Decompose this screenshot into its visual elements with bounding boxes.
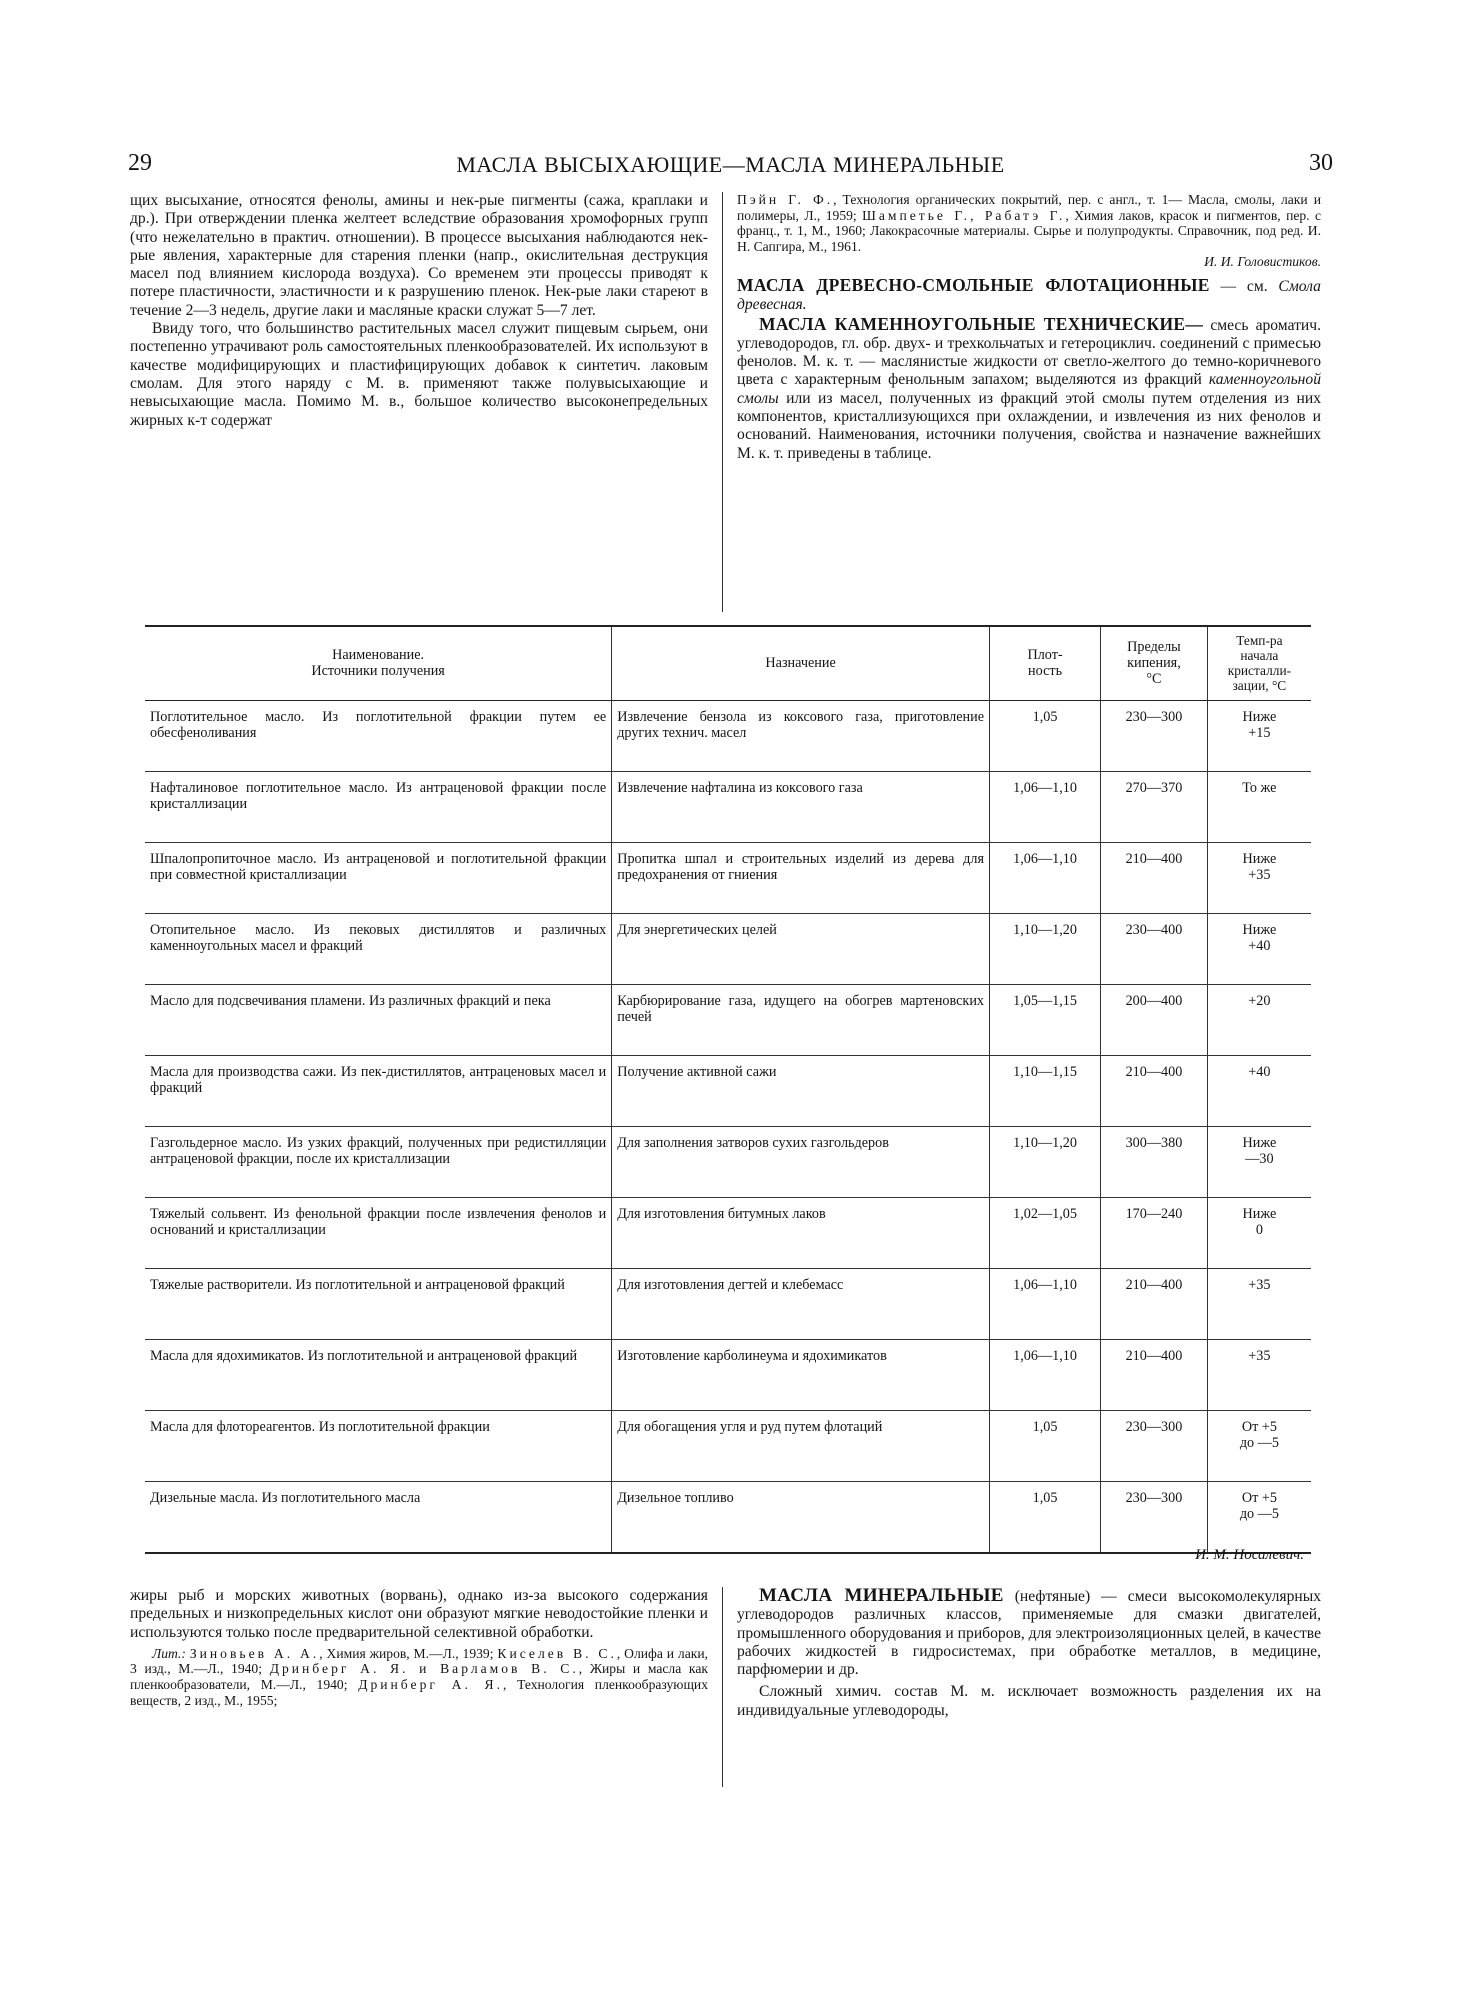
cell-purpose: Получение активной сажи [612, 1055, 990, 1126]
cell-name: Масла для производства сажи. Из пек-дистиллятов, антраценовых масел и фракций [145, 1055, 612, 1126]
entry-mineral-oils [737, 1587, 1321, 1679]
header-name: Наименование. Источники получения [145, 626, 612, 700]
cell-density: 1,02—1,05 [990, 1197, 1101, 1268]
left-column-top [130, 192, 708, 430]
ref-author: Зиновьев А. А. [189, 1645, 320, 1661]
cross-reference-link[interactable]: каменноугольной смолы [737, 371, 1321, 407]
cell-name: Нафталиновое поглотительное масло. Из антраценовой фракции после кристаллизации [145, 771, 612, 842]
cell-name: Масла для флотореагентов. Из поглотительной фракции [145, 1410, 612, 1481]
ref-author: Киселев В. С. [497, 1645, 617, 1661]
entry-text: или из масел, полученных из фракций этой смолы путем отделения из них компонентов, кристаллизующихся при охлаждении, и извлечения из них фенолов и оснований. Наименования, источники получения, свойства и назначение важнейших М. к. т. приведены в таблице. [737, 389, 1321, 462]
column-divider [722, 1587, 723, 1787]
cell-crystallization-temp: Ниже 0 [1207, 1197, 1311, 1268]
cell-boiling-range: 300—380 [1101, 1126, 1208, 1197]
cell-boiling-range: 230—400 [1101, 913, 1208, 984]
cell-purpose: Для заполнения затворов сухих газгольдеров [612, 1126, 990, 1197]
cell-name: Масла для ядохимикатов. Из поглотительной и антраценовой фракций [145, 1339, 612, 1410]
entry-wood-tar-oils [737, 276, 1321, 315]
entry-heading: МАСЛА КАМЕННОУГОЛЬНЫЕ ТЕХНИЧЕСКИЕ— [759, 313, 1204, 334]
cell-density: 1,06—1,10 [990, 842, 1101, 913]
entry-text: — см. [1209, 277, 1279, 295]
cell-name: Поглотительное масло. Из поглотительной фракции путем ее обесфеноливания [150, 708, 607, 741]
cell-name: Шпалопропиточное масло. Из антраценовой и поглотительной фракции при совместной кристаллизации [145, 842, 612, 913]
table-author-signature: И. М. Носалевич. [1195, 1547, 1304, 1563]
coal-tar-oils-table [145, 625, 1311, 1554]
left-column-bottom [130, 1587, 708, 1708]
table-row [145, 771, 1311, 842]
paragraph: Сложный химич. состав М. м. исключает возможность разделения их на индивидуальные углеводороды, [737, 1683, 1321, 1719]
page-number-right: 30 [1309, 150, 1333, 176]
table-row [145, 913, 1311, 984]
cell-crystallization-temp: Ниже +15 [1207, 700, 1311, 771]
ref-text: , Жиры и масла как пленкообразователи, М.—Л., 1940; [130, 1661, 708, 1693]
cell-density: 1,05 [990, 1410, 1101, 1481]
table-row [145, 1197, 1311, 1268]
ref-text: , Технология органических покрытий, пер. с англ., т. 1— Масла, смолы, лаки и полимеры, Л., 1959; [737, 192, 1321, 223]
table-row [145, 1339, 1311, 1410]
cell-boiling-range: 210—400 [1101, 842, 1208, 913]
page-number-left: 29 [128, 150, 152, 176]
running-title: МАСЛА ВЫСЫХАЮЩИЕ—МАСЛА МИНЕРАЛЬНЫЕ [456, 152, 1005, 177]
cell-crystallization-temp: Ниже —30 [1207, 1126, 1311, 1197]
literature-label: Лит.: [152, 1645, 186, 1661]
cell-purpose: Пропитка шпал и строительных изделий из дерева для предохранения от гниения [612, 842, 990, 913]
ref-text: , Олифа и лаки, 3 изд., М.—Л., 1940; [130, 1645, 709, 1677]
cell-crystallization-temp: +35 [1207, 1339, 1311, 1410]
cell-boiling-range: 170—240 [1101, 1197, 1208, 1268]
cell-boiling-range: 230—300 [1101, 1410, 1208, 1481]
cell-purpose: Для обогащения угля и руд путем флотаций [612, 1410, 990, 1481]
paragraph: щих высыхание, относятся фенолы, амины и нек-рые пигменты (сажа, краплаки и др.). При отверждении пленка желтеет вследствие образования хромофорных групп (что нежелательно в практич. отношении). В процессе высыхания наблюдаются нек-рые явления, характерные для старения пленки (напр., окислительная деструкция масел под влиянием кислорода воздуха). Со временем эти процессы приводят к потере пластичности, эластичности и к разрушению пленок. Нек-рые лаки стареют в течение 2—3 недель, другие лаки и масляные краски служат 5—7 лет. [130, 192, 708, 319]
entry-heading: МАСЛА МИНЕРАЛЬНЫЕ [759, 1585, 1004, 1606]
table-body [145, 700, 1311, 1553]
cell-density: 1,05—1,15 [990, 984, 1101, 1055]
table-row [145, 984, 1311, 1055]
cell-density: 1,06—1,10 [990, 1268, 1101, 1339]
header-crystallization-temp: Темп-ра начала кристалли- зации, °C [1207, 626, 1311, 700]
ref-text: , Технология пленкообразующих веществ, 2 изд., М., 1955; [130, 1677, 708, 1708]
cell-purpose: Извлечение нафталина из коксового газа [612, 771, 990, 842]
table-row [145, 700, 1311, 771]
cell-name: Тяжелый сольвент. Из фенольной фракции после извлечения фенолов и оснований и кристаллизации [145, 1197, 612, 1268]
ref-author: Пэйн Г. Ф. [737, 192, 834, 207]
entry-text: смесь ароматич. углеводородов, гл. обр. двух- и трехкольчатых и гетероциклич. соединений с примесью фенолов. М. к. т. — маслянистые жидкости от светло-желтого до темно-коричневого цвета с характерным фенольным запахом; выделяются из фракций [737, 316, 1321, 389]
cell-purpose: Для изготовления дегтей и клебемасс [612, 1268, 990, 1339]
ref-text: , Химия жиров, М.—Л., 1939; [319, 1645, 498, 1661]
cell-crystallization-temp: От +5 до —5 [1207, 1481, 1311, 1553]
entry-coal-tar-oils [737, 315, 1321, 463]
column-divider [722, 192, 723, 612]
header-purpose: Назначение [612, 626, 990, 700]
entry-heading: МАСЛА ДРЕВЕСНО-СМОЛЬНЫЕ ФЛОТАЦИОННЫЕ [737, 274, 1210, 295]
literature [130, 1646, 708, 1708]
cell-density: 1,10—1,20 [990, 913, 1101, 984]
cell-crystallization-temp: +40 [1207, 1055, 1311, 1126]
cell-boiling-range: 200—400 [1101, 984, 1208, 1055]
cell-density: 1,10—1,15 [990, 1055, 1101, 1126]
cell-boiling-range: 270—370 [1101, 771, 1208, 842]
ref-text: , Химия лаков, красок и пигментов, пер. с франц., т. 1, М., 1960; Лакокрасочные материалы. Сырье и полупродукты. Справочник, под ред. И. Н. Сапгира, М., 1961. [737, 207, 1322, 254]
cell-crystallization-temp: +35 [1207, 1268, 1311, 1339]
cell-boiling-range: 210—400 [1101, 1339, 1208, 1410]
author-signature: И. И. Головистиков. [1204, 254, 1321, 270]
cell-purpose: Извлечение бензола из коксового газа, приготовление других технич. масел [612, 700, 990, 771]
cell-density: 1,05 [990, 1481, 1101, 1553]
header-boiling-range: Пределы кипения, °C [1101, 626, 1208, 700]
table-row [145, 1268, 1311, 1339]
cell-boiling-range: 210—400 [1101, 1268, 1208, 1339]
cell-purpose: Для энергетических целей [612, 913, 990, 984]
cell-name: Отопительное масло. Из пековых дистиллятов и различных каменноугольных масел и фракций [145, 913, 612, 984]
cell-density: 1,06—1,10 [990, 1339, 1101, 1410]
cell-name: Дизельные масла. Из поглотительного масла [145, 1481, 612, 1553]
table-row [145, 1126, 1311, 1197]
page-header [128, 150, 1333, 184]
cell-name: Масло для подсвечивания пламени. Из различных фракций и пека [145, 984, 612, 1055]
right-column-top [737, 192, 1321, 463]
ref-author: Дринберг А. Я. [358, 1677, 504, 1693]
table-row [145, 1481, 1311, 1553]
right-column-bottom [737, 1587, 1321, 1720]
paragraph: жиры рыб и морских животных (ворвань), однако из-за высокого содержания предельных и низкопредельных кислот они образуют мягкие неводостойкие пленки и используются только после предварительной селективной обработки. [130, 1587, 708, 1641]
entry-text: (нефтяные) — смеси высокомолекулярных углеводородов различных классов, применяемые для смазки двигателей, промышленного оборудования и приборов, для электроизоляционных целей, в качестве рабочих жидкостей в гидросистемах, при обработке металлов, в медицине, парфюмерии и др. [737, 1588, 1321, 1679]
cell-density: 1,06—1,10 [990, 771, 1101, 842]
cell-density: 1,05 [990, 700, 1101, 771]
references [737, 192, 1321, 270]
cell-name: Тяжелые растворители. Из поглотительной и антраценовой фракций [145, 1268, 612, 1339]
header-density: Плот- ность [990, 626, 1101, 700]
cell-purpose: Карбюрирование газа, идущего на обогрев мартеновских печей [612, 984, 990, 1055]
cell-name: Газгольдерное масло. Из узких фракций, полученных при редистилляции антраценовой фракции, после их кристаллизации [145, 1126, 612, 1197]
table-row [145, 1055, 1311, 1126]
ref-author: Шампетье Г., Рабатэ Г. [862, 207, 1066, 223]
cell-crystallization-temp: От +5 до —5 [1207, 1410, 1311, 1481]
table-row [145, 1410, 1311, 1481]
paragraph: Ввиду того, что большинство растительных масел служит пищевым сырьем, они постепенно утрачивают роль самостоятельных пленкообразователей. Их используют в качестве модифицирующих и пластифицирующих добавок к синтетич. лаковым смолам. Для этого наряду с М. в. применяют также полувысыхающие и невысыхающие масла. Помимо М. в., большое количество высоконепредельных жирных к-т содержат [130, 320, 708, 429]
cell-crystallization-temp: Ниже +40 [1207, 913, 1311, 984]
cross-reference-link[interactable]: Смола древесная. [737, 277, 1321, 314]
cell-purpose: Дизельное топливо [612, 1481, 990, 1553]
ref-author: Дринберг А. Я. и Варламов В. С. [269, 1661, 579, 1677]
cell-density: 1,10—1,20 [990, 1126, 1101, 1197]
cell-purpose: Для изготовления битумных лаков [612, 1197, 990, 1268]
cell-crystallization-temp: То же [1207, 771, 1311, 842]
cell-boiling-range: 230—300 [1101, 1481, 1208, 1553]
cell-crystallization-temp: +20 [1207, 984, 1311, 1055]
cell-boiling-range: 230—300 [1101, 700, 1208, 771]
cell-purpose: Изготовление карболинеума и ядохимикатов [612, 1339, 990, 1410]
cell-boiling-range: 210—400 [1101, 1055, 1208, 1126]
cell-crystallization-temp: Ниже +35 [1207, 842, 1311, 913]
table-row [145, 842, 1311, 913]
